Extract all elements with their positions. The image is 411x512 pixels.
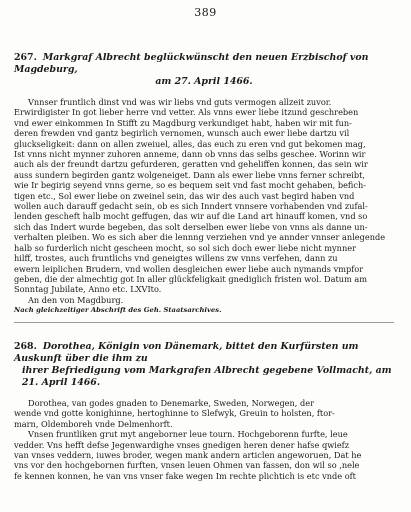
body-line: sich das Indert wurde begeben, das solt derselben ewer liebe von vnns als danne un- (14, 221, 368, 232)
body-line: Vnnser fruntlich dinst vnd was wir liebs vnd guts vermogen allzeit zuvor. (28, 97, 332, 107)
section-number: 268. (14, 341, 37, 352)
body-line: wende vnd gotte konighinne, hertoghinne to Slefwyk, Greuin to holsten, ftor- (14, 408, 335, 419)
body-line: lenden gescheft halb mocht geffugen, das wir auf die Land art hinauff komen, vnd so (14, 211, 368, 222)
section-title-line-2: am 27. April 1466. (155, 76, 253, 87)
section-body (14, 398, 394, 481)
section-number: 267. (14, 52, 37, 63)
source-note: Nach gleichzeitiger Abschrift des Geh. Staatsarchives. (14, 306, 222, 315)
section-heading (14, 341, 394, 389)
body-line: verhalten pleiben. Wo es sich aber die lennng verziehen vnd ye annder vnnser anlegende (14, 232, 386, 243)
body-line: wie Ir begirig seyend vnns gerne, so es bequem seit vnd fast mocht gehaben, befich- (14, 180, 367, 191)
body-line: gluckseligkeit: dann on allen zweiuel, alles, das euch zu eren vnd gut bekomen mag, (14, 138, 366, 149)
section-title-line-2: ihrer Befriedigung vom Markgrafen Albrecht gegebene Vollmacht, am 21. April 1466. (22, 365, 392, 388)
body-line: fe kennen konnen, he van vns vnser fake wegen Im rechte plichtich is etc vnde oft (14, 470, 356, 481)
section-heading (14, 52, 394, 88)
body-line: Erwirdigister In got lieber herre vnd vetter. Als vnns ewer liebe itzund geschreben (14, 107, 359, 118)
section-body (14, 97, 394, 305)
body-line: Ist vnns nicht mynner zuhoren anneme, dann ob vnns das selbs geschee. Worinn wir (14, 149, 366, 160)
body-line: vns vor den hochgebornen furften, vnsen leuen Ohmen van fassen, don wil so ,nele (14, 460, 360, 471)
section-title-line-1: Dorothea, Königin von Dänemark, bittet den Kurfürsten um Auskunft über die ihm zu (14, 341, 359, 364)
body-line: vedder. Vns hefft defse Jegenwardighe vnses gnedigen heren dener hafse qwiefz (14, 439, 350, 450)
body-line: Vnsen fruntliken grut myt angeborner leue tourn. Hochgeborenn furfte, leue (28, 429, 348, 440)
body-line: van vnses veddern, iuwes broder, wegen mank andern articlen angeworuen, Dat he (14, 450, 362, 461)
section-divider (14, 322, 394, 323)
body-line: auch als der freundt dartzu gefurderen, geratten vnd geheliffen konnen, das sein wir (14, 159, 368, 170)
body-line: ewern leiplichen Brudern, vnd wollen desgleichen ewer liebe auch nymands vmpfor (14, 263, 364, 274)
document-section-267 (14, 52, 394, 314)
body-line: deren frewden vnd gantz begirlich vernomen, wunsch auch ewer liebe dartzu vil (14, 128, 350, 139)
closing-line: An den von Magdburg. (28, 294, 124, 305)
body-line: wollen auch darauff gedacht sein, ob es sich Inndert vnnsere vorhabenden vnd zufal- (14, 201, 368, 212)
document-section-268 (14, 341, 394, 481)
section-title-line-1: Markgraf Albrecht beglückwünscht den neuen Erzbischof von Magdeburg, (14, 52, 369, 75)
body-line: tigen etc., Sol ewer liebe on zweinel sein, das wir des auch vast begird haben vnd (14, 190, 355, 201)
page-number: 389 (194, 6, 217, 19)
body-line: Dorothea, van godes gnaden to Denemarke, Sweden, Norwegen, der (28, 398, 315, 408)
body-line: marn, Oldemboreh vnde Delmenhorft. (14, 418, 173, 429)
body-line: vnd ewer einkommen In Stifft zu Magdburg verkundiget habt, haben wir mit fun- (14, 117, 352, 128)
body-line: auss sundern begirden gantz wolgeneiget. Dann als ewer liebe vnns ferner schreibt, (14, 169, 366, 180)
body-line: Sonntag Jubilate, Anno etc. LXVIto. (14, 284, 162, 295)
body-line: hilff, trostes, auch fruntlichs vnd geneigtes willens zw vnns verfehen, dann zu (14, 253, 338, 264)
body-line: halb so furderlich nicht gescheen mocht, so sol sich doch ewer liebe nicht mynner (14, 242, 356, 253)
body-line: geben, die der almechtig got In aller glückfeligkait gnediglich fristen wol. Datum am (14, 273, 368, 284)
